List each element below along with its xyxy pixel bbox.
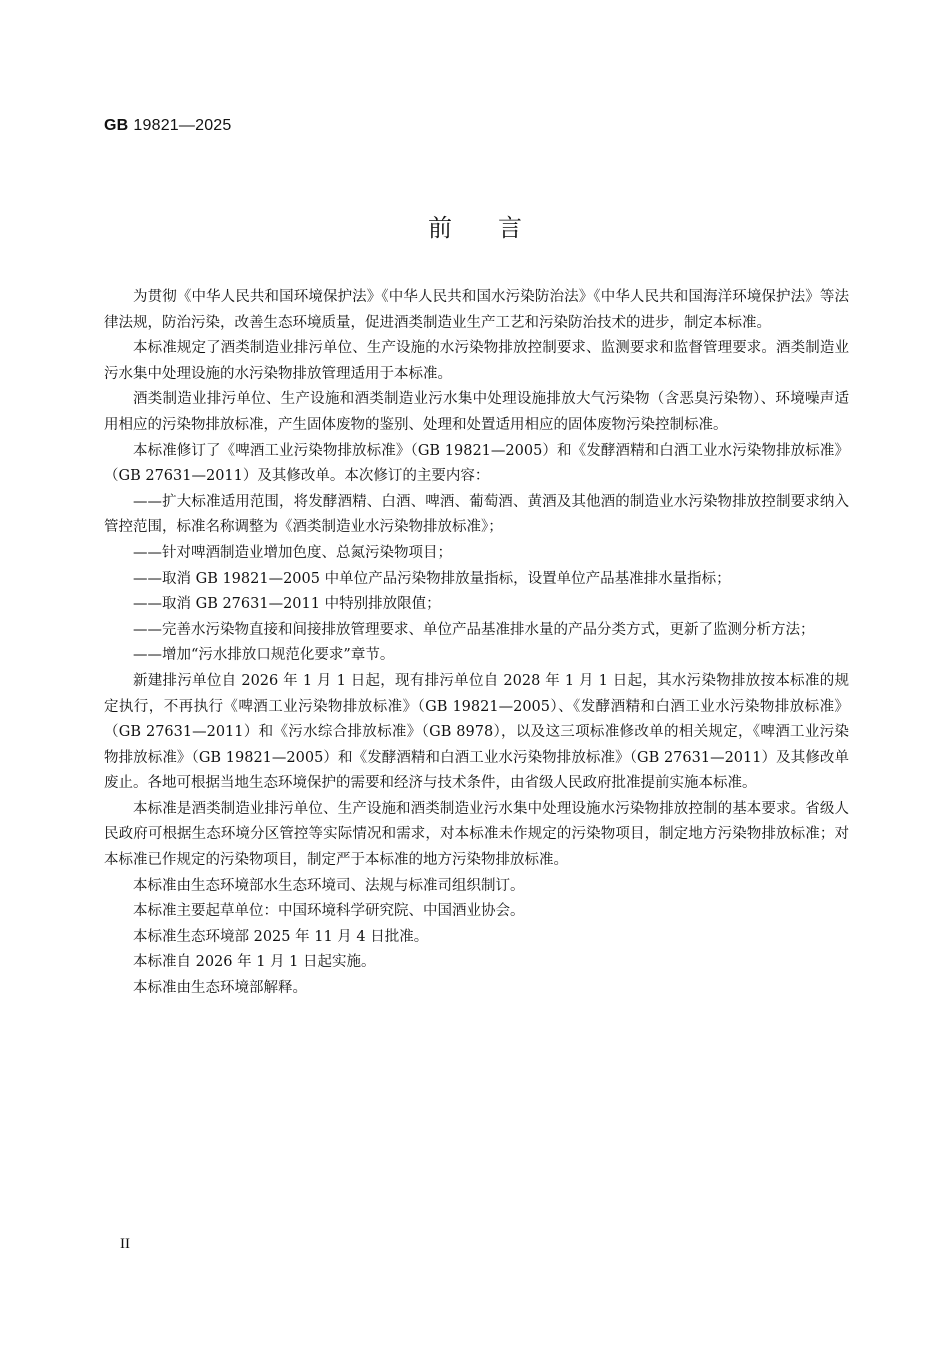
list-item: ——取消 GB 27631—2011 中特别排放限值； [133,596,441,613]
paragraph: 为贯彻《中华人民共和国环境保护法》《中华人民共和国水污染防治法》《中华人民共和国海洋环境保护法》等法律法规，防治污染，改善生态环境质量，促进酒类制造业生产工艺和污染防治技术的进步，制定本标准。 [104,289,849,331]
standard-number: 19821—2025 [133,117,232,134]
list-item: ——增加“污水排放口规范化要求”章节。 [133,647,395,664]
paragraph: 本标准由生态环境部解释。 [133,980,307,997]
paragraph: 本标准修订了《啤酒工业污染物排放标准》（GB 19821—2005）和《发酵酒精和白酒工业水污染物排放标准》（GB 27631—2011）及其修改单。本次修订的主要内容： [104,442,849,485]
list-item: ——针对啤酒制造业增加色度、总氮污染物项目； [133,544,452,561]
paragraph: 本标准是酒类制造业排污单位、生产设施和酒类制造业污水集中处理设施水污染物排放控制的基本要求。省级人民政府可根据生态环境分区管控等实际情况和需求，对本标准未作规定的污染物项目，制定地方污染物排放标准；对本标准已作规定的污染物项目，制定严于本标准的地方污染物排放标准。 [104,800,849,869]
list-item: ——完善水污染物直接和间接排放管理要求、单位产品基准排水量的产品分类方式，更新了监测分析方法； [133,621,815,638]
paragraph: 本标准由生态环境部水生态环境司、法规与标准司组织制订。 [133,877,525,894]
standard-prefix: GB [104,117,129,134]
paragraph: 新建排污单位自 2026 年 1 月 1 日起，现有排污单位自 2028 年 1 月 1 日起，其水污染物排放按本标准的规定执行，不再执行《啤酒工业污染物排放标准》（GB 19821—2005）、《发酵酒精和白酒工业水污染物排放标准》（GB 27631—2011）和《污水综合排放标准》（GB 8978），以及这三项标准修改单的相关规定，《啤酒工业污染物排放标准》（GB 19821—2005）和《发酵酒精和白酒工业水污染物排放标准》（GB 27631—2011）及其修改单废止。各地可根据当地生态环境保护的需要和经济与技术条件，由省级人民政府批准提前实施本标准。 [104,672,849,792]
page-number: II [120,1236,130,1252]
list-item: ——取消 GB 19821—2005 中单位产品污染物排放量指标，设置单位产品基准排水量指标； [133,570,731,587]
paragraph: 本标准生态环境部 2025 年 11 月 4 日批准。 [133,928,429,945]
list-item: ——扩大标准适用范围，将发酵酒精、白酒、啤酒、葡萄酒、黄酒及其他酒的制造业水污染物排放控制要求纳入管控范围，标准名称调整为《酒类制造业水污染物排放标准》； [104,493,849,536]
paragraph: 酒类制造业排污单位、生产设施和酒类制造业污水集中处理设施排放大气污染物（含恶臭污染物）、环境噪声适用相应的污染物排放标准，产生固体废物的鉴别、处理和处置适用相应的固体废物污染控制标准。 [104,391,849,433]
title-char-1: 前 [428,214,452,242]
title-char-2: 言 [498,214,522,242]
paragraph: 本标准自 2026 年 1 月 1 日起实施。 [133,954,376,971]
foreword-body [104,285,849,1002]
paragraph: 本标准规定了酒类制造业排污单位、生产设施的水污染物排放控制要求、监测要求和监督管理要求。酒类制造业污水集中处理设施的水污染物排放管理适用于本标准。 [104,340,849,382]
standard-code [104,117,232,135]
page-title [0,208,950,243]
paragraph: 本标准主要起草单位：中国环境科学研究院、中国酒业协会。 [133,903,525,920]
